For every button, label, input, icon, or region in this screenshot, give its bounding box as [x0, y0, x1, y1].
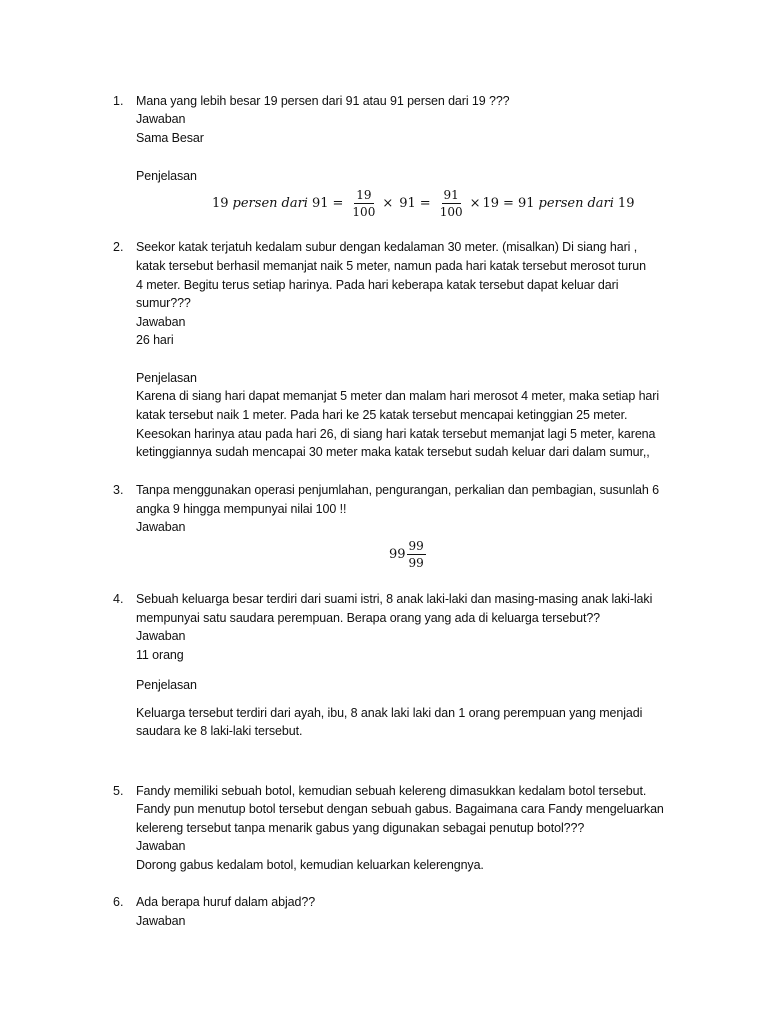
q5-question-line: Fandy pun menutup botol tersebut dengan sebuah gabus. Bagaimana cara Fandy mengeluarkan	[136, 802, 664, 816]
eq-fraction	[350, 188, 377, 219]
eq-term: 91	[517, 195, 535, 211]
fraction-denominator: 100	[439, 204, 463, 219]
q3-question-line: angka 9 hingga mempunyai nilai 100 !!	[136, 502, 347, 516]
q5-question-line: Fandy memiliki sebuah botol, kemudian sebuah kelereng dimasukkan kedalam botol tersebut.	[136, 784, 647, 798]
q1-number: 1.	[113, 94, 124, 108]
eq-symbol: =	[332, 195, 344, 211]
q2-explanation-line: katak tersebut naik 1 meter. Pada hari ke 25 katak tersebut mencapai ketinggian 25 meter.	[136, 408, 628, 422]
eq-symbol: =	[419, 195, 431, 211]
q2-answer: 26 hari	[136, 333, 174, 347]
q2-question-line: 4 meter. Begitu terus setiap harinya. Pada hari keberapa katak tersebut dapat keluar dari	[136, 278, 619, 292]
q1-answer-label: Jawaban	[136, 112, 186, 126]
eq-term: 91	[399, 195, 416, 211]
q2-explanation-line: Keesokan harinya atau pada hari 26, di siang hari katak tersebut memanjat lagi 5 meter, karena	[136, 427, 656, 441]
eq-symbol: =	[503, 195, 514, 211]
q5-question-line: kelereng tersebut tanpa menarik gabus yang digunakan sebagai penutup botol???	[136, 821, 585, 835]
fraction-denominator: 99	[408, 555, 424, 570]
eq-term: 91	[311, 195, 329, 211]
q3-answer-math	[389, 535, 429, 573]
q2-explanation-label: Penjelasan	[136, 371, 197, 385]
q5-answer: Dorong gabus kedalam botol, kemudian keluarkan kelerengnya.	[136, 858, 484, 872]
q4-explanation-line: saudara ke 8 laki-laki tersebut.	[136, 724, 303, 738]
q1-explanation-label: Penjelasan	[136, 169, 197, 183]
q1-answer: Sama Besar	[136, 131, 204, 145]
eq-symbol: ×	[469, 195, 481, 211]
q4-explanation-line: Keluarga tersebut terdiri dari ayah, ibu, 8 anak laki laki dan 1 orang perempuan yang menjadi	[136, 706, 643, 720]
eq-term: 19	[482, 195, 500, 211]
q4-explanation-label: Penjelasan	[136, 678, 197, 692]
q3-number: 3.	[113, 483, 124, 497]
q4-question-line: mempunyai satu saudara perempuan. Berapa orang yang ada di keluarga tersebut??	[136, 611, 601, 625]
eq-symbol: ×	[382, 195, 394, 211]
eq-fraction	[407, 539, 426, 570]
q2-answer-label: Jawaban	[136, 315, 186, 329]
q6-answer-label: Jawaban	[136, 914, 186, 928]
fraction-numerator: 19	[356, 187, 372, 202]
mixed-number-whole: 99	[389, 546, 406, 562]
q3-answer-label: Jawaban	[136, 520, 186, 534]
eq-term: 19	[212, 195, 229, 211]
q2-question-line: sumur???	[136, 296, 191, 310]
eq-fraction	[438, 188, 465, 219]
eq-term: persen	[538, 195, 584, 211]
fraction-denominator: 100	[352, 204, 376, 219]
eq-term: persen	[232, 195, 278, 211]
q2-number: 2.	[113, 240, 124, 254]
q2-explanation-line: Karena di siang hari dapat memanjat 5 meter dan malam hari merosot 4 meter, maka setiap hari	[136, 389, 660, 403]
q5-number: 5.	[113, 784, 124, 798]
q3-question-line: Tanpa menggunakan operasi penjumlahan, pengurangan, perkalian dan pembagian, susunlah 6	[136, 483, 659, 497]
fraction-numerator: 91	[443, 187, 459, 202]
q4-answer-label: Jawaban	[136, 629, 186, 643]
q4-answer: 11 orang	[136, 648, 184, 662]
q2-explanation-line: ketinggiannya sudah mencapai 30 meter maka katak tersebut sudah keluar dari dalam sumur,,	[136, 445, 650, 459]
q4-question-line: Sebuah keluarga besar terdiri dari suami istri, 8 anak laki-laki dan masing-masing anak laki-laki	[136, 592, 653, 606]
q6-number: 6.	[113, 895, 124, 909]
fraction-numerator: 99	[408, 538, 424, 553]
eq-term: dari	[281, 195, 308, 211]
eq-term: 19	[617, 195, 635, 211]
q1-equation	[212, 184, 634, 222]
q1-question: Mana yang lebih besar 19 persen dari 91 atau 91 persen dari 19 ???	[136, 94, 510, 108]
eq-term: dari	[587, 195, 614, 211]
q5-answer-label: Jawaban	[136, 839, 186, 853]
q4-number: 4.	[113, 592, 124, 606]
q6-question: Ada berapa huruf dalam abjad??	[136, 895, 316, 909]
q2-question-line: Seekor katak terjatuh kedalam subur dengan kedalaman 30 meter. (misalkan) Di siang hari ,	[136, 240, 638, 254]
q2-question-line: katak tersebut berhasil memanjat naik 5 meter, namun pada hari katak tersebut merosot turun	[136, 259, 646, 273]
